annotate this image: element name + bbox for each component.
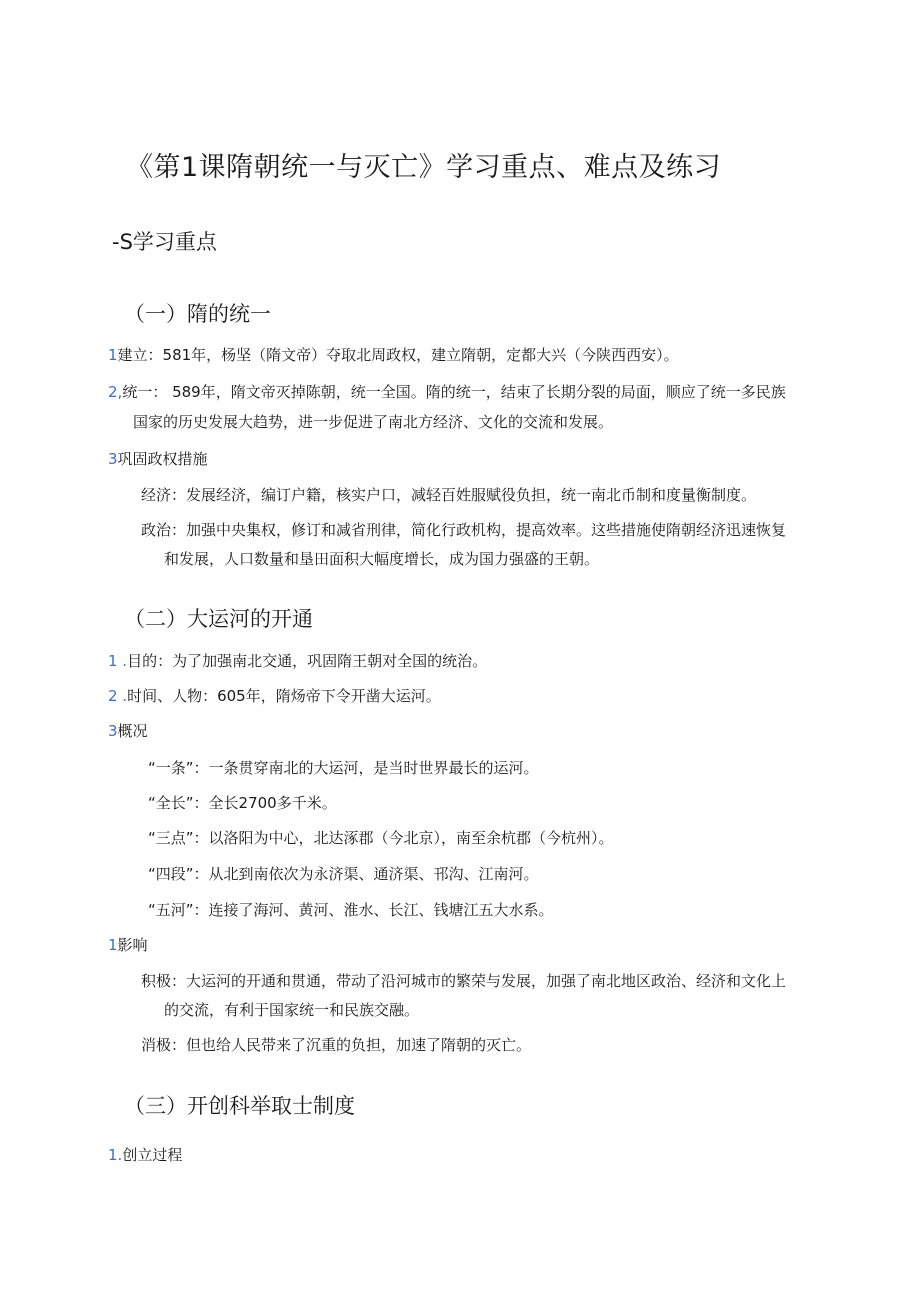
- impact-negative: 消极：但也给人民带来了沉重的负担，加速了隋朝的灭亡。: [141, 1036, 532, 1054]
- list-item: [108, 447, 208, 471]
- list-item: [108, 684, 441, 708]
- item-text: 建立：581年，杨坚（隋文帝）夺取北周政权，建立隋朝，定都大兴（今陕西西安）。: [117, 346, 679, 364]
- item-text: 时间、人物：605年，隋炀帝下令开凿大运河。: [127, 687, 441, 705]
- item-number: 3: [108, 450, 118, 468]
- item-number: 1: [108, 346, 118, 364]
- document-title: 《第1课隋朝统一与灭亡》学习重点、难点及练习: [126, 152, 722, 183]
- list-item: [108, 719, 148, 743]
- overview-line: “一条”：一条贯穿南北的大运河，是当时世界最长的运河。: [148, 759, 539, 777]
- list-item: [108, 380, 786, 404]
- overview-line: “四段”：从北到南依次为永济渠、通济渠、邗沟、江南河。: [148, 865, 539, 883]
- item-number: 2 .: [108, 687, 128, 705]
- item-text: 统一： 589年，隋文帝灭掉陈朝，统一全国。隋的统一，结束了长期分裂的局面，顺应了统一多民族: [122, 383, 786, 401]
- impact-positive-continuation: 的交流，有利于国家统一和民族交融。: [164, 1001, 420, 1019]
- measure-politics-continuation: 和发展，人口数量和垦田面积大幅度增长，成为国力强盛的王朝。: [164, 550, 600, 568]
- item-text: 巩固政权措施: [117, 450, 208, 468]
- item-number: 2,: [108, 383, 123, 401]
- item-number: 3: [108, 722, 118, 740]
- item-text: 目的：为了加强南北交通，巩固隋王朝对全国的统治。: [127, 652, 488, 670]
- measure-politics: 政治：加强中央集权，修订和减省刑律，简化行政机构，提高效率。这些措施使隋朝经济迅速恢复: [141, 521, 787, 539]
- list-item: [108, 343, 679, 367]
- heading-sui-unification: （一）隋的统一: [124, 302, 271, 326]
- heading-grand-canal: （二）大运河的开通: [124, 607, 313, 631]
- measure-economy: 经济：发展经济，编订户籍，核实户口，减轻百姓服赋役负担，统一南北币制和度量衡制度。: [141, 486, 757, 504]
- heading-imperial-exam: （三）开创科举取士制度: [124, 1094, 355, 1118]
- impact-positive: 积极：大运河的开通和贯通，带动了沿河城市的繁荣与发展，加强了南北地区政治、经济和文化上: [141, 972, 787, 990]
- item-number: 1: [108, 936, 118, 954]
- item-text: 概况: [117, 722, 148, 740]
- item-text: 创立过程: [122, 1146, 183, 1164]
- item-number: 1.: [108, 1146, 123, 1164]
- overview-line: “三点”：以洛阳为中心，北达涿郡（今北京），南至余杭郡（今杭州）。: [148, 829, 614, 847]
- section-heading-key-points: -S学习重点: [112, 230, 217, 254]
- item-number: 1 .: [108, 652, 128, 670]
- list-item: [108, 933, 148, 957]
- overview-line: “五河”：连接了海河、黄河、淮水、长江、钱塘江五大水系。: [148, 901, 554, 919]
- item-text-continuation: 国家的历史发展大趋势，进一步促进了南北方经济、文化的交流和发展。: [133, 413, 614, 431]
- overview-line: “全长”：全长2700多千米。: [148, 794, 337, 812]
- list-item: [108, 1143, 182, 1167]
- list-item: [108, 649, 487, 673]
- item-text: 影响: [117, 936, 148, 954]
